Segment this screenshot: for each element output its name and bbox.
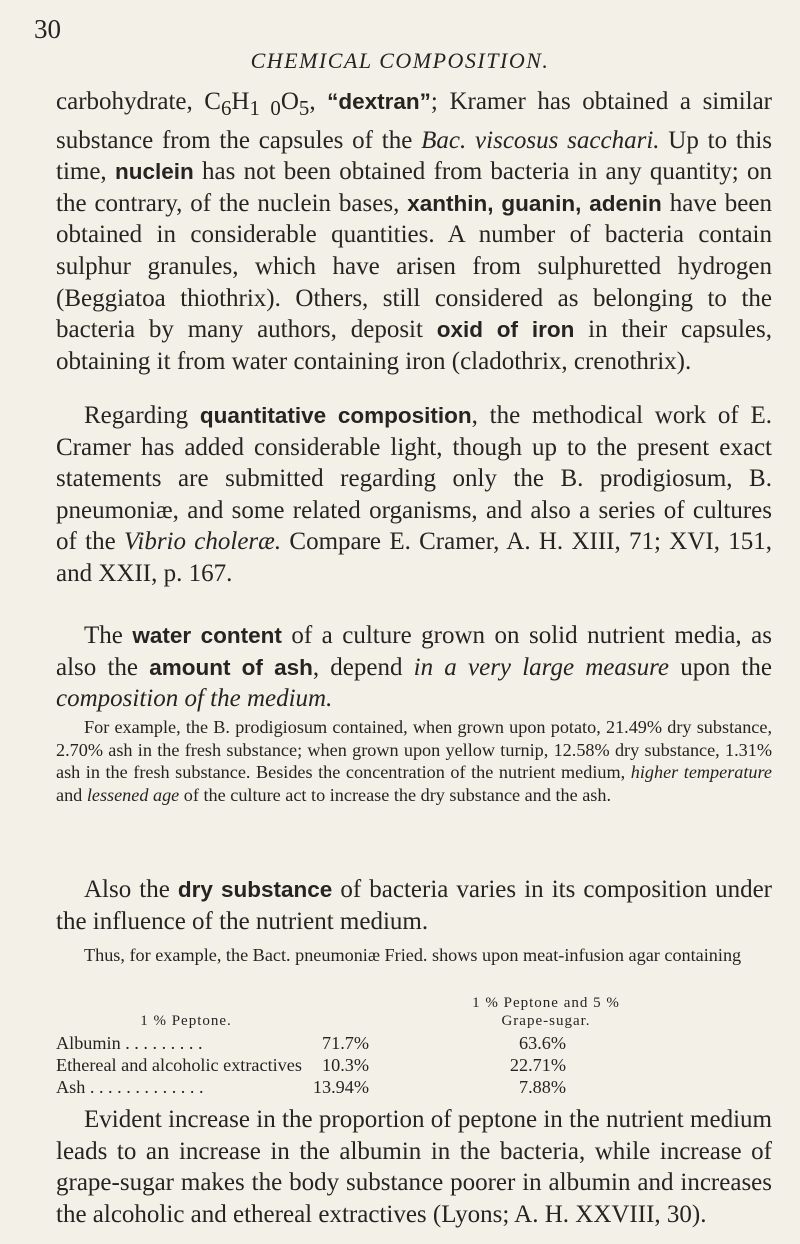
term-nuclein: nuclein (114, 159, 194, 185)
composition-table (56, 990, 772, 1098)
term-water-content: water content (132, 623, 282, 648)
term-dextran: “dextran” (327, 89, 431, 114)
term-nuclein-bases: xanthin, guanin, adenin (407, 190, 662, 216)
paragraph-evident-increase: Evident increase in the proportion of peptone in the nutrient medium leads to an increase in the albumin in the bacteria, while increase of grape-sugar makes the body substance poorer in albumin and increases the alcoholic and ethereal extractives (Lyons; A. H. XXVIII, 30). (56, 1106, 772, 1228)
page-number: 30 (34, 14, 61, 44)
table-header-peptone: 1 % Peptone. (140, 1013, 232, 1029)
paragraph-dry-substance: Also the dry substance of bacteria varies in its composition under the influence of the nutrient medium. (56, 876, 772, 935)
term-quantitative-composition: quantitative composition (199, 403, 472, 428)
formula-subscript: 5 (298, 96, 310, 120)
running-head: CHEMICAL COMPOSITION. (250, 48, 550, 73)
formula-subscript: 6 (220, 96, 232, 120)
table-row: Ash . . . . . . . . . . . . . 13.94% 7.88% (56, 1077, 566, 1097)
formula-subscript: 1 0 (249, 96, 281, 120)
term-oxid-of-iron: oxid of iron (436, 317, 575, 343)
paragraph-quantitative: Regarding quantitative composition, the methodical work of E. Cramer has added considerable light, though up to the present exact statements are submitted regarding only the B. prodigiosum, B. pneumoniæ, and some related organisms, and also a series of cultures of the Vibrio choleræ. Compare E. Cramer, A. H. XIII, 71; XVI, 151, and XXII, p. 167. (56, 402, 773, 587)
note-pneumoniae: Thus, for example, the Bact. pneumoniæ Fried. shows upon meat-infusion agar containing (84, 945, 742, 965)
table-row: Ethereal and alcoholic extractives 10.3% 22.71% (56, 1055, 566, 1075)
table-header-peptone-sugar-line2: Grape-sugar. (501, 1013, 591, 1029)
species-name: Vibrio choleræ. (123, 528, 282, 556)
term-dry-substance: dry substance (177, 877, 333, 902)
table-row: Albumin . . . . . . . . . 71.7% 63.6% (56, 1033, 566, 1053)
paragraph-carbohydrate: carbohydrate, $C_6H_{1 0}O_5$, “dextran”; Kramer has obtained a similar substance from the capsules of the Bac. viscosus sacchari. Up to this time, nuclein has not been obtained from bacteria in any quantity; on the contrary, of the nuclein bases, xanthin, guanin, adenin have been obtained in considerable quantities. A number of bacteria contain sulphur granules, which have arisen from sulphuretted hydrogen (Beggiatoa thiothrix). Others, still considered as belonging to the bacteria by many authors, deposit oxid of iron in their capsules, obtaining it from water containing iron (cladothrix, crenothrix). (56, 88, 773, 375)
note-prodigiosum: For example, the B. prodigiosum contained, when grown upon potato, 21.49% dry substance, 2.70% ash in the fresh substance; when grown upon yellow turnip, 12.58% dry substance, 1.31% ash in the fresh substance. Besides the concentration of the nutrient medium, higher temperature and lessened age of the culture act to increase the dry substance and the ash. (56, 717, 772, 805)
table-header-peptone-sugar-line1: 1 % Peptone and 5 % (472, 995, 620, 1011)
paragraph-water-content: The water content of a culture grown on solid nutrient media, as also the amount of ash, depend in a very large measure upon the composition of the medium. (56, 622, 772, 713)
term-amount-of-ash: amount of ash (149, 654, 313, 680)
species-name: Bac. viscosus sacchari. (421, 126, 660, 154)
